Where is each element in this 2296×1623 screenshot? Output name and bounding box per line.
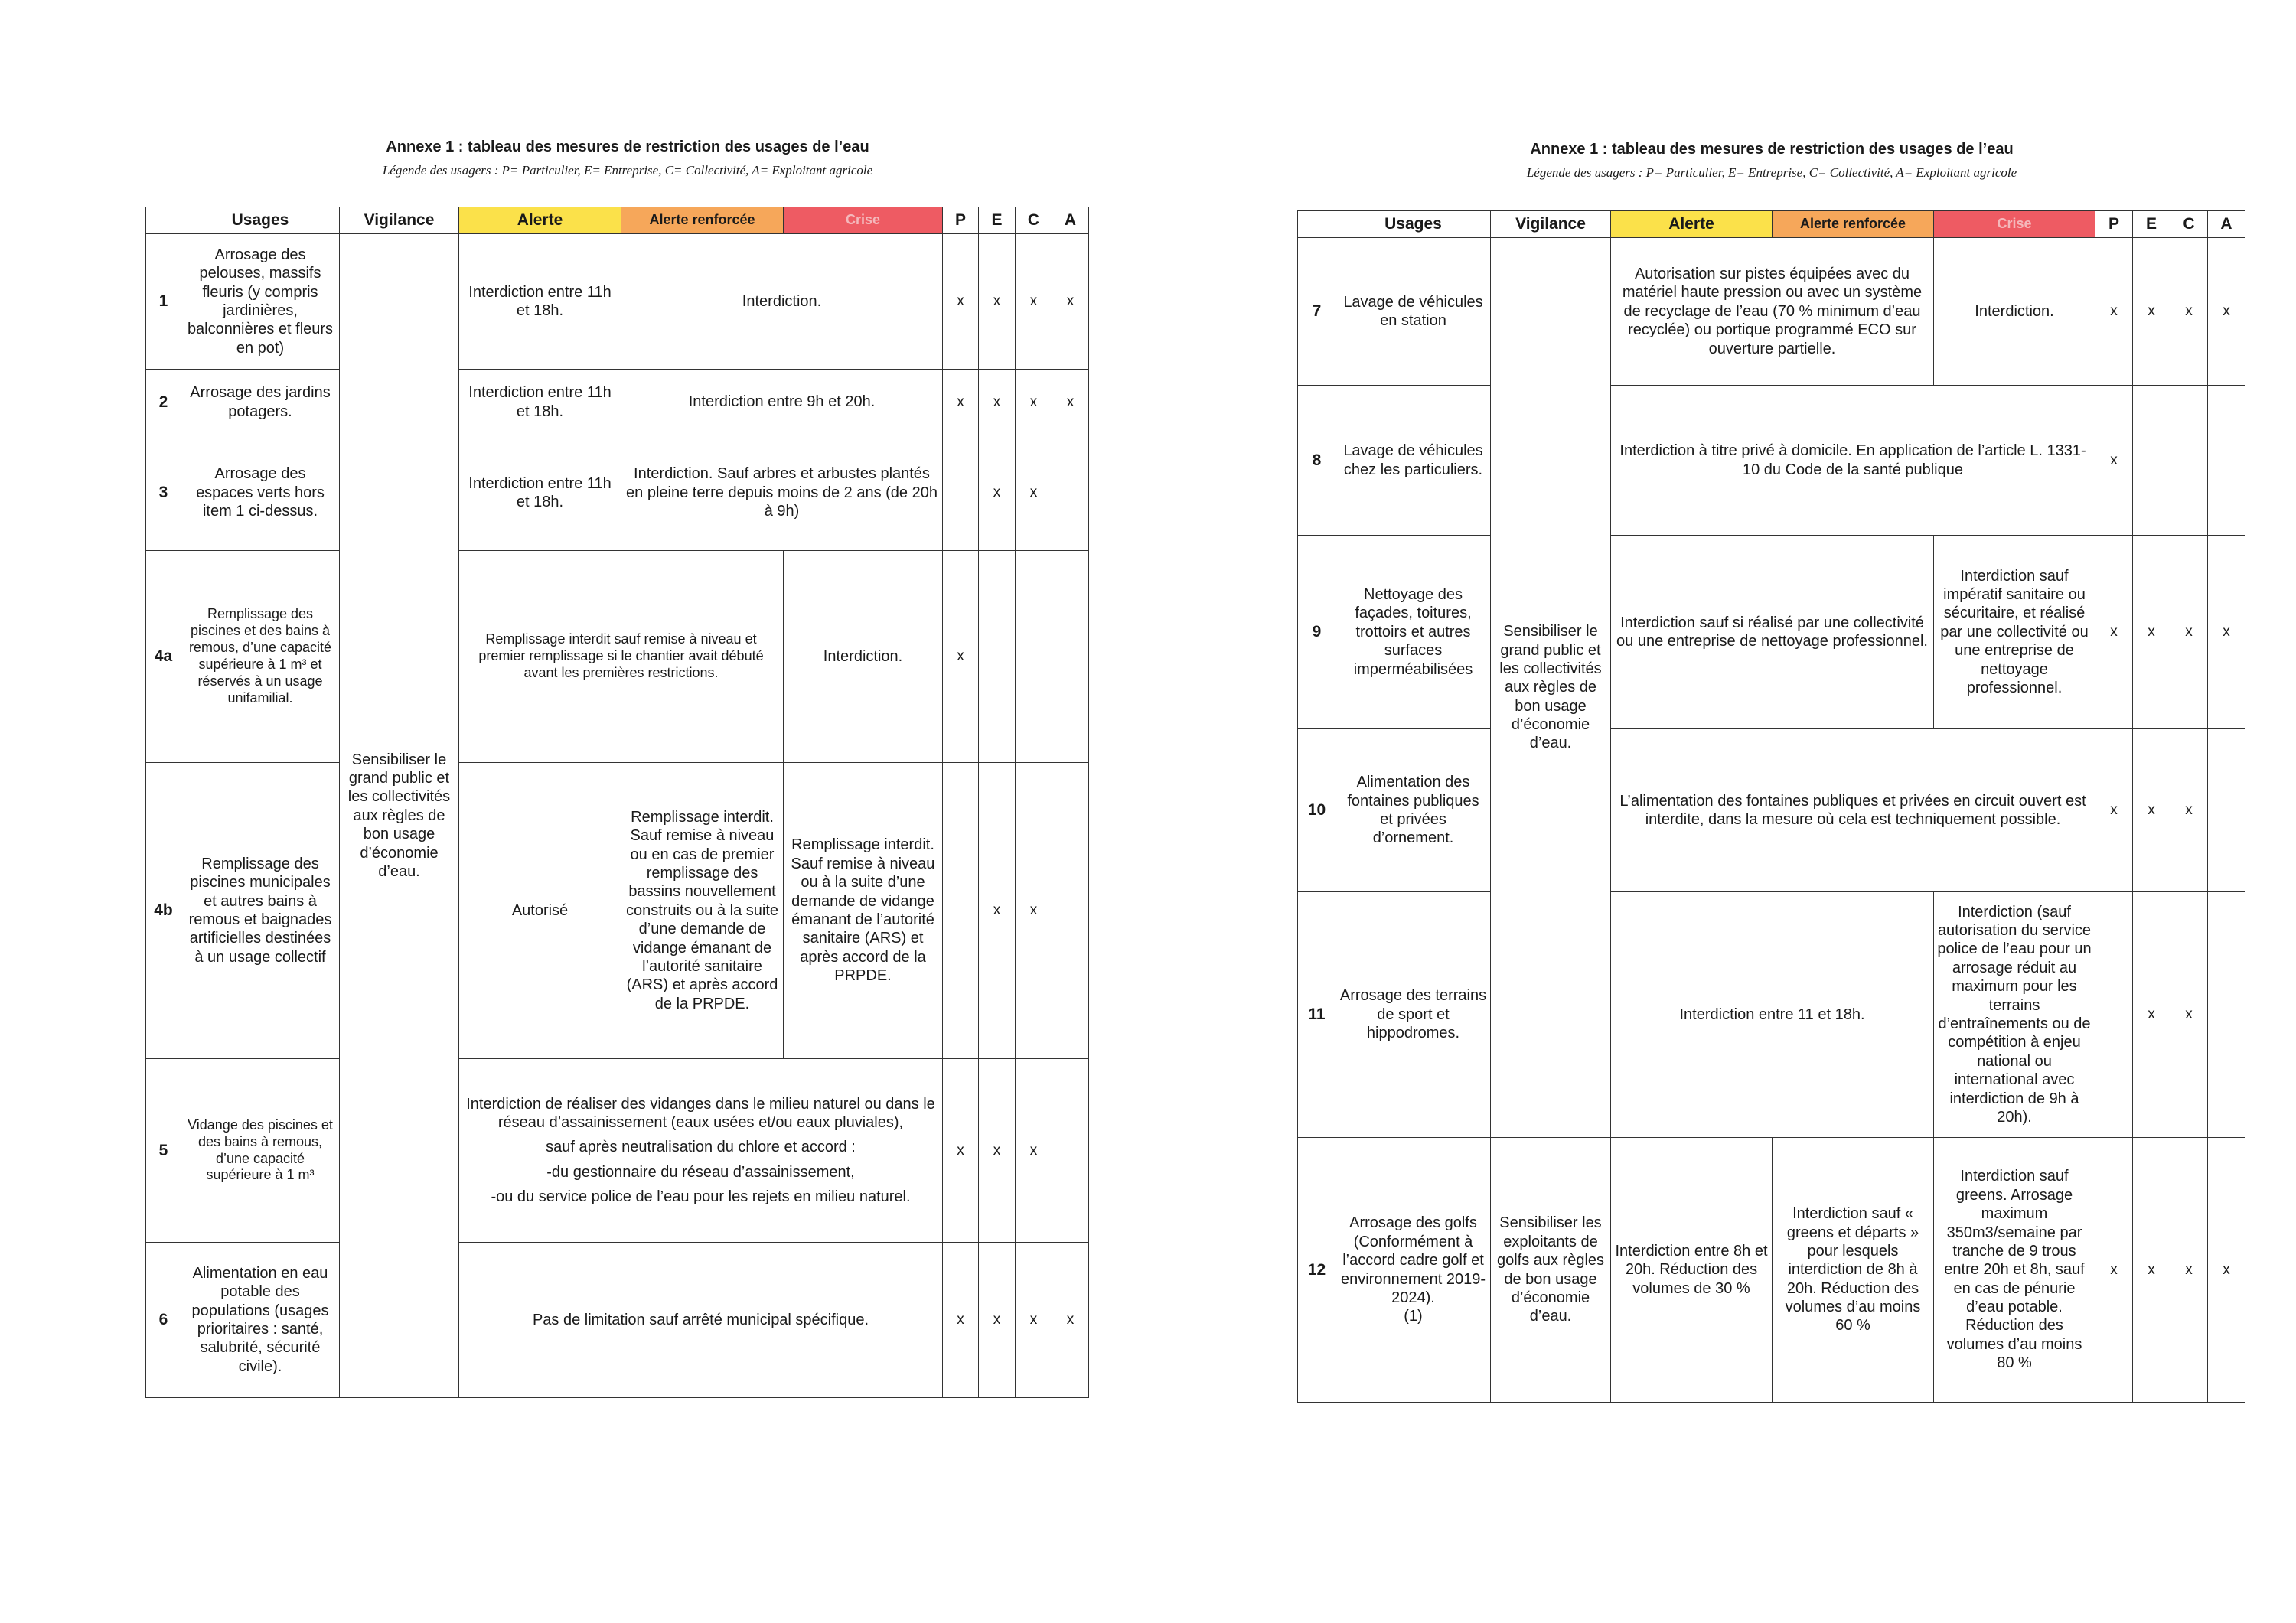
usage-cell: Remplissage des piscines et des bains à remous, d’une capacité supérieure à 1 m³ et réservés à un usage unifamilial.: [181, 551, 340, 763]
mark-a: [2208, 729, 2245, 892]
header-alerte: Alerte: [1611, 211, 1773, 238]
header-c: C: [2170, 211, 2208, 238]
mark-c: x: [2170, 892, 2208, 1138]
table-row: [146, 435, 1089, 551]
header-usages: Usages: [1336, 211, 1491, 238]
mark-p: [2095, 892, 2133, 1138]
mark-p: x: [943, 234, 979, 370]
crise-cell: Interdiction sauf greens. Arrosage maximum 350m3/semaine par tranche de 9 trous entre 20h et 8h, sauf en cas de pénurie d’eau potable. Réduction des volumes d’au moins 80 %: [1934, 1138, 2095, 1403]
alerte-cell: Interdiction entre 11h et 18h.: [459, 435, 621, 551]
header-a: A: [1052, 207, 1089, 234]
header-alerte-renforcee: Alerte renforcée: [1773, 211, 1934, 238]
mark-e: x: [979, 763, 1016, 1059]
header-num: [146, 207, 181, 234]
vigilance-cell: Sensibiliser le grand public et les collectivités aux règles de bon usage d’économie d’eau.: [1491, 238, 1611, 1138]
usage-cell: Lavage de véhicules en station: [1336, 238, 1491, 386]
usage-note: (1): [1404, 1308, 1423, 1325]
mark-c: x: [2170, 536, 2208, 729]
alerte-renforcee-cell: Interdiction entre 11 et 18h.: [1611, 892, 1934, 1138]
table-row: [146, 234, 1089, 370]
measure-cell: L’alimentation des fontaines publiques et privées en circuit ouvert est interdite, dans la mesure où cela est techniquement possible.: [1611, 729, 2095, 892]
table-row: [1298, 892, 2245, 1138]
row-number: 7: [1298, 238, 1336, 386]
mark-e: x: [2133, 1138, 2170, 1403]
measure-line: -du gestionnaire du réseau d’assainissement,: [546, 1163, 855, 1181]
crise-cell: Remplissage interdit. Sauf remise à niveau ou à la suite d’une demande de vidange émanant de l’autorité sanitaire (ARS) et après accord de la PRPDE.: [784, 763, 943, 1059]
usage-cell: Arrosage des pelouses, massifs fleuris (y compris jardinières, balconnières et fleurs en pot): [181, 234, 340, 370]
mark-p: x: [2095, 386, 2133, 536]
usage-cell: Alimentation des fontaines publiques et privées d’ornement.: [1336, 729, 1491, 892]
renforcee-crise-cell: Interdiction.: [621, 234, 943, 370]
mark-p: x: [2095, 729, 2133, 892]
mark-c: x: [2170, 1138, 2208, 1403]
page-title: Annexe 1 : tableau des mesures de restriction des usages de l’eau: [386, 139, 869, 155]
crise-cell: Interdiction (sauf autorisation du service police de l’eau pour un arrosage réduit au maximum pour les terrains d’entraînements ou de compétition à enjeu national ou international avec interdiction de 9h à 20h).: [1934, 892, 2095, 1138]
mark-e: x: [979, 435, 1016, 551]
measure-line: sauf après neutralisation du chlore et accord :: [546, 1139, 856, 1156]
mark-a: x: [2208, 238, 2245, 386]
row-number: 5: [146, 1059, 181, 1243]
alerte-renforcee-cell: Autorisation sur pistes équipées avec du matériel haute pression ou avec un système de recyclage de l’eau (70 % minimum d’eau recyclée) ou portique programmé ECO sur ouverture partielle.: [1611, 238, 1934, 386]
usage-cell: Alimentation en eau potable des populations (usages prioritaires : santé, salubrité, sécurité civile).: [181, 1243, 340, 1398]
mark-a: [1052, 1059, 1089, 1243]
table-row: [146, 551, 1089, 763]
vigilance-cell: Sensibiliser le grand public et les collectivités aux règles de bon usage d’économie d’eau.: [340, 234, 459, 1398]
mark-e: x: [2133, 536, 2170, 729]
header-crise: Crise: [784, 207, 943, 234]
row-number: 12: [1298, 1138, 1336, 1403]
mark-e: [979, 551, 1016, 763]
legend: Légende des usagers : P= Particulier, E= Entreprise, C= Collectivité, A= Exploitant agricole: [1526, 165, 2017, 180]
mark-c: x: [2170, 238, 2208, 386]
header-alerte-renforcee: Alerte renforcée: [621, 207, 784, 234]
mark-e: x: [2133, 238, 2170, 386]
header-vigilance: Vigilance: [1491, 211, 1611, 238]
renforcee-crise-cell: Interdiction entre 9h et 20h.: [621, 370, 943, 435]
mark-c: x: [1016, 370, 1052, 435]
measure-line: -ou du service police de l’eau pour les rejets en milieu naturel.: [491, 1188, 911, 1206]
mark-e: x: [979, 1059, 1016, 1243]
mark-e: x: [2133, 729, 2170, 892]
alerte-cell: Autorisé: [459, 763, 621, 1059]
renforcee-cell: Remplissage interdit. Sauf remise à niveau ou en cas de premier remplissage des bassins nouvellement construits ou à la suite d’une demande de vidange émanant de l’autorité sanitaire (ARS) et après accord de la PRPDE.: [621, 763, 784, 1059]
mark-a: x: [2208, 1138, 2245, 1403]
table-row: [1298, 238, 2245, 386]
mark-p: x: [943, 1059, 979, 1243]
table-row: [146, 370, 1089, 435]
row-number: 3: [146, 435, 181, 551]
mark-a: [2208, 892, 2245, 1138]
header-e: E: [979, 207, 1016, 234]
alerte-cell: Interdiction entre 11h et 18h.: [459, 234, 621, 370]
measure-cell: Pas de limitation sauf arrêté municipal spécifique.: [459, 1243, 943, 1398]
mark-p: x: [943, 370, 979, 435]
mark-p: x: [2095, 536, 2133, 729]
usage-cell: Nettoyage des façades, toitures, trottoirs et autres surfaces imperméabilisées: [1336, 536, 1491, 729]
measure-cell: [459, 1059, 943, 1243]
row-number: 4a: [146, 551, 181, 763]
mark-c: [1016, 551, 1052, 763]
mark-e: x: [979, 370, 1016, 435]
header-vigilance: Vigilance: [340, 207, 459, 234]
alerte-cell: Interdiction entre 8h et 20h. Réduction des volumes de 30 %: [1611, 1138, 1773, 1403]
table-row: [1298, 729, 2245, 892]
row-number: 10: [1298, 729, 1336, 892]
row-number: 4b: [146, 763, 181, 1059]
legend: Légende des usagers : P= Particulier, E= Entreprise, C= Collectivité, A= Exploitant agricole: [382, 163, 873, 178]
header-row: [146, 207, 1089, 234]
header-p: P: [2095, 211, 2133, 238]
header-crise: Crise: [1934, 211, 2095, 238]
usage-cell: Arrosage des jardins potagers.: [181, 370, 340, 435]
row-number: 2: [146, 370, 181, 435]
table-row: [146, 763, 1089, 1059]
restriction-table-right: [1297, 210, 2245, 1403]
mark-c: x: [1016, 763, 1052, 1059]
header-p: P: [943, 207, 979, 234]
mark-a: x: [2208, 536, 2245, 729]
table-row: [1298, 1138, 2245, 1403]
row-number: 9: [1298, 536, 1336, 729]
mark-a: [2208, 386, 2245, 536]
header-c: C: [1016, 207, 1052, 234]
mark-a: x: [1052, 1243, 1089, 1398]
crise-cell: Interdiction.: [784, 551, 943, 763]
row-number: 11: [1298, 892, 1336, 1138]
row-number: 1: [146, 234, 181, 370]
table-row: [146, 1059, 1089, 1243]
mark-e: x: [2133, 892, 2170, 1138]
mark-a: [1052, 435, 1089, 551]
mark-c: [2170, 386, 2208, 536]
vigilance-cell: Sensibiliser les exploitants de golfs aux règles de bon usage d’économie d’eau.: [1491, 1138, 1611, 1403]
mark-a: [1052, 763, 1089, 1059]
usage-text: Arrosage des golfs (Conformément à l’accord cadre golf et environnement 2019-2024).: [1340, 1214, 1486, 1306]
usage-cell: Arrosage des terrains de sport et hippodromes.: [1336, 892, 1491, 1138]
table-row: [1298, 536, 2245, 729]
mark-a: x: [1052, 370, 1089, 435]
mark-c: x: [1016, 1059, 1052, 1243]
table-row: [146, 1243, 1089, 1398]
alerte-cell: Interdiction entre 11h et 18h.: [459, 370, 621, 435]
mark-p: x: [2095, 238, 2133, 386]
header-usages: Usages: [181, 207, 340, 234]
mark-e: x: [979, 234, 1016, 370]
header-a: A: [2208, 211, 2245, 238]
usage-cell: Remplissage des piscines municipales et autres bains à remous et baignades artificielles destinées à un usage collectif: [181, 763, 340, 1059]
usage-cell: [1336, 1138, 1491, 1403]
header-alerte: Alerte: [459, 207, 621, 234]
usage-cell: Lavage de véhicules chez les particuliers.: [1336, 386, 1491, 536]
row-number: 6: [146, 1243, 181, 1398]
mark-p: x: [943, 1243, 979, 1398]
mark-p: x: [943, 551, 979, 763]
mark-a: x: [1052, 234, 1089, 370]
mark-c: x: [1016, 435, 1052, 551]
mark-e: x: [979, 1243, 1016, 1398]
measure-line: Interdiction de réaliser des vidanges dans le milieu naturel ou dans le réseau d’assainissement (eaux usées et/ou eaux pluviales),: [466, 1095, 935, 1131]
alerte-renforcee-cell: Remplissage interdit sauf remise à niveau et premier remplissage si le chantier avait débuté avant les premières restrictions.: [459, 551, 784, 763]
restriction-table-left: [145, 207, 1089, 1398]
mark-p: [943, 435, 979, 551]
mark-c: x: [2170, 729, 2208, 892]
mark-p: x: [2095, 1138, 2133, 1403]
mark-c: x: [1016, 234, 1052, 370]
header-num: [1298, 211, 1336, 238]
renforcee-cell: Interdiction sauf « greens et départs » pour lesquels interdiction de 8h à 20h. Réduction des volumes d’au moins 60 %: [1773, 1138, 1934, 1403]
mark-e: [2133, 386, 2170, 536]
usage-cell: Vidange des piscines et des bains à remous, d’une capacité supérieure à 1 m³: [181, 1059, 340, 1243]
alerte-renforcee-cell: Interdiction sauf si réalisé par une collectivité ou une entreprise de nettoyage professionnel.: [1611, 536, 1934, 729]
mark-a: [1052, 551, 1089, 763]
page-title: Annexe 1 : tableau des mesures de restriction des usages de l’eau: [1530, 141, 2014, 158]
measure-cell: Interdiction à titre privé à domicile. En application de l’article L. 1331-10 du Code de la santé publique: [1611, 386, 2095, 536]
crise-cell: Interdiction.: [1934, 238, 2095, 386]
renforcee-crise-cell: Interdiction. Sauf arbres et arbustes plantés en pleine terre depuis moins de 2 ans (de 20h à 9h): [621, 435, 943, 551]
crise-cell: Interdiction sauf impératif sanitaire ou sécuritaire, et réalisé par une collectivité ou une entreprise de nettoyage professionnel.: [1934, 536, 2095, 729]
table-row: [1298, 386, 2245, 536]
header-e: E: [2133, 211, 2170, 238]
header-row: [1298, 211, 2245, 238]
row-number: 8: [1298, 386, 1336, 536]
usage-cell: Arrosage des espaces verts hors item 1 ci-dessus.: [181, 435, 340, 551]
mark-c: x: [1016, 1243, 1052, 1398]
mark-p: [943, 763, 979, 1059]
